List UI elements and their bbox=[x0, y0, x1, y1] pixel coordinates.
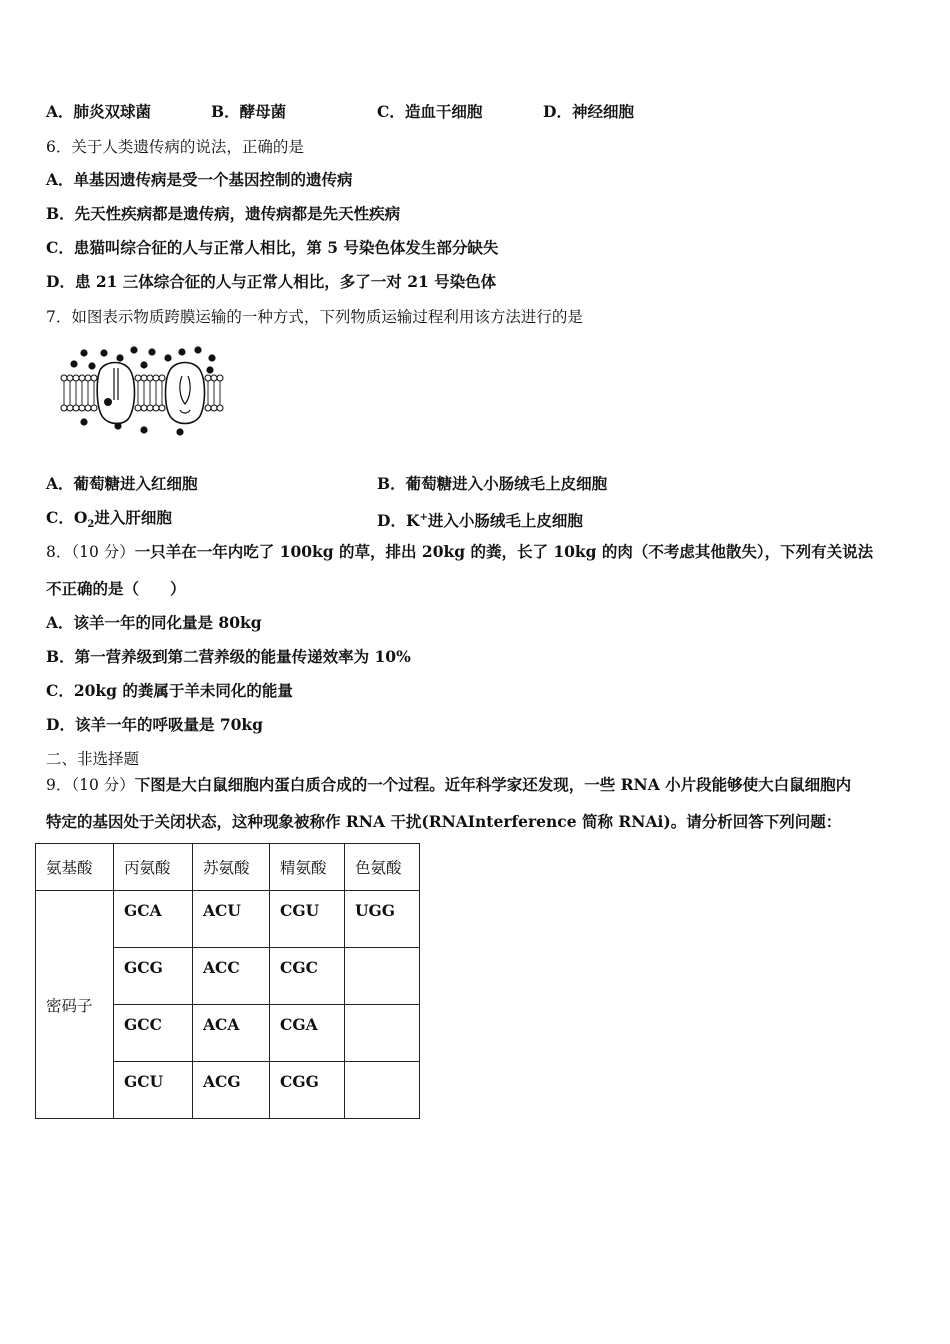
q7-option-a: A．葡萄糖进入红细胞 bbox=[46, 474, 198, 493]
q5-option-b: B．酵母菌 bbox=[211, 102, 287, 121]
q7-option-c-text: 进入肝细胞 bbox=[94, 508, 172, 527]
codon-cell bbox=[345, 1005, 420, 1062]
codon-cell: GCG bbox=[114, 948, 193, 1005]
q6-option-a: A．单基因遗传病是受一个基因控制的遗传病 bbox=[46, 170, 353, 189]
oxygen-symbol: O bbox=[73, 508, 88, 527]
q8-stem-text: 一只羊在一年内吃了 100kg 的草，排出 20kg 的粪，长了 10kg 的肉（不考虑其他散失），下列有关说法 bbox=[134, 542, 874, 561]
q9-stem-line1 bbox=[46, 775, 851, 795]
codon-cell: ACG bbox=[193, 1062, 270, 1119]
potassium-superscript: + bbox=[419, 512, 428, 523]
q9-stem-text: 下图是大白鼠细胞内蛋白质合成的一个过程。近年科学家还发现，一些 RNA 小片段能够使大白鼠细胞内 bbox=[134, 775, 852, 794]
q8-option-d: D．该羊一年的呼吸量是 70kg bbox=[46, 715, 263, 734]
codon-cell bbox=[345, 948, 420, 1005]
codon-cell: CGC bbox=[270, 948, 345, 1005]
oxygen-subscript: 2 bbox=[87, 519, 95, 531]
q8-number: 8． bbox=[46, 543, 72, 561]
q7-option-b: B．葡萄糖进入小肠绒毛上皮细胞 bbox=[377, 474, 608, 493]
codon-cell: ACC bbox=[193, 948, 270, 1005]
header-cell: 氨基酸 bbox=[36, 844, 114, 891]
codon-cell: ACA bbox=[193, 1005, 270, 1062]
q6-option-c: C．患猫叫综合征的人与正常人相比，第 5 号染色体发生部分缺失 bbox=[46, 238, 499, 257]
header-cell: 丙氨酸 bbox=[114, 844, 193, 891]
q5-option-a: A．肺炎双球菌 bbox=[46, 102, 152, 121]
q7-option-d-text: 进入小肠绒毛上皮细胞 bbox=[427, 511, 583, 531]
section-title: 二、非选择题 bbox=[46, 750, 140, 768]
q8-option-b: B．第一营养级到第二营养级的能量传递效率为 10% bbox=[46, 647, 411, 666]
q7-option-c bbox=[46, 508, 172, 535]
table-row bbox=[36, 891, 420, 948]
codon-cell: ACU bbox=[193, 891, 270, 948]
codon-cell: CGG bbox=[270, 1062, 345, 1119]
potassium-symbol: K bbox=[405, 511, 420, 531]
q5-option-c: C．造血干细胞 bbox=[377, 102, 483, 121]
codon-cell: UGG bbox=[345, 891, 420, 948]
q7-option-d bbox=[377, 508, 583, 531]
q7-stem: 7．如图表示物质跨膜运输的一种方式，下列物质运输过程利用该方法进行的是 bbox=[46, 308, 583, 326]
codon-cell: GCC bbox=[114, 1005, 193, 1062]
header-cell: 精氨酸 bbox=[270, 844, 345, 891]
q6-option-b: B．先天性疾病都是遗传病，遗传病都是先天性疾病 bbox=[46, 204, 401, 223]
codon-table bbox=[35, 843, 420, 1119]
q9-number: 9． bbox=[46, 776, 72, 794]
q5-option-d: D．神经细胞 bbox=[543, 102, 634, 121]
codon-cell: CGU bbox=[270, 891, 345, 948]
q6-stem: 6．关于人类遗传病的说法，正确的是 bbox=[46, 138, 304, 156]
codon-cell: CGA bbox=[270, 1005, 345, 1062]
q7-option-c-label: C． bbox=[46, 508, 74, 527]
codon-cell: GCA bbox=[114, 891, 193, 948]
q8-option-a: A．该羊一年的同化量是 80kg bbox=[46, 613, 262, 632]
q9-stem-line2: 特定的基因处于关闭状态，这种现象被称作 RNA 干扰(RNAInterference 简称 RNAi)。请分析回答下列问题： bbox=[46, 812, 842, 831]
q6-option-d: D．患 21 三体综合征的人与正常人相比，多了一对 21 号染色体 bbox=[46, 272, 497, 291]
q8-stem-line2: 不正确的是（ ） bbox=[46, 579, 186, 598]
row-label-cell: 密码子 bbox=[36, 891, 114, 1119]
q7-option-d-label: D． bbox=[377, 511, 406, 531]
codon-cell bbox=[345, 1062, 420, 1119]
q8-score: （10 分） bbox=[71, 543, 135, 561]
header-cell: 色氨酸 bbox=[345, 844, 420, 891]
q8-option-c: C．20kg 的粪属于羊未同化的能量 bbox=[46, 681, 293, 700]
q8-stem-line1 bbox=[46, 542, 873, 562]
codon-table-header-row bbox=[36, 844, 420, 891]
q9-score: （10 分） bbox=[71, 776, 135, 794]
membrane-carrier-protein-diagram bbox=[56, 340, 226, 440]
codon-cell: GCU bbox=[114, 1062, 193, 1119]
header-cell: 苏氨酸 bbox=[193, 844, 270, 891]
